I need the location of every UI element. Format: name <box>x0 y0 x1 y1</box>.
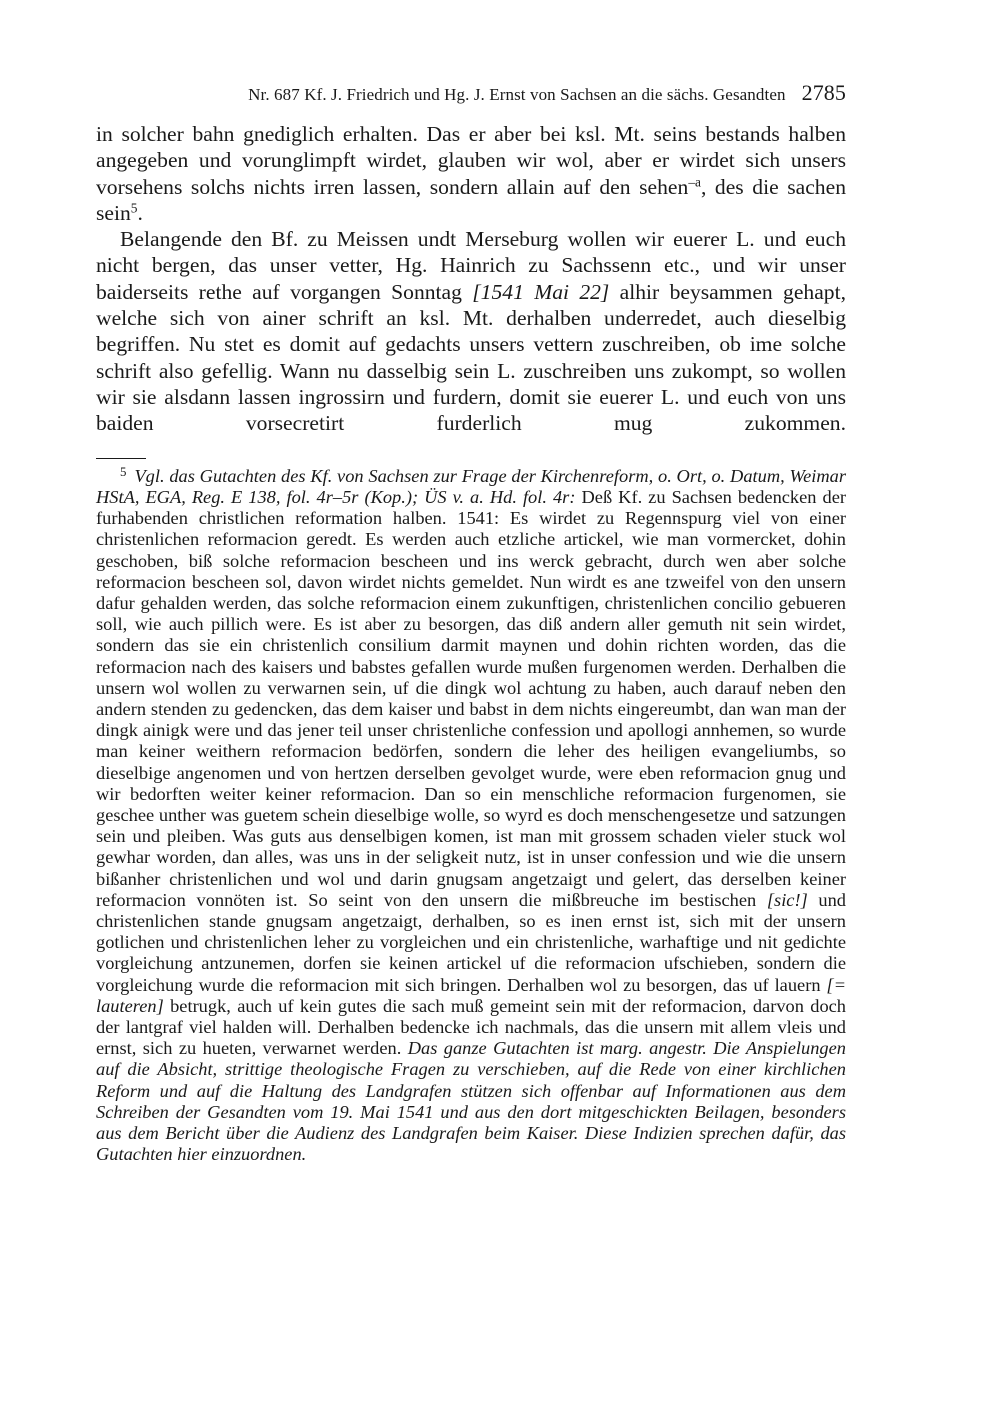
paragraph-1-end: . <box>137 200 143 225</box>
footnote-separator <box>96 458 146 459</box>
footnote-quoted-text-1: Deß Kf. zu Sachsen bedencken der furhabenden christlichen reformation halben. 1541: Es wirdet zu Regennspurg viel von einer christenlichen reformacion geredt. Es werden auch etzliche artickel, wie man vormercket, dohin geschoben, biß solche reformacion bescheen und ins werck gebracht, durch wen aber solche reformacion bescheen sol, davon wirdet nichts gemeldet. Nun wirdt es ane tzweifel von den unsern dafur gehalden werden, das solche reformacion einem zukunftigen, christenlichen concilio gebueren soll, wie auch pillich were. Es ist aber zu besorgen, das diß andern aller gemuth nit sein wirdet, sondern das sie ein christenlich consilium darmit maynen und dohin richten worden, das die reformacion nach des kaisers und babstes gefallen wurde mußen furgenomen werden. Derhalben die unsern wol wollen zu verwarnen sein, uf die dingk wol achtung zu haben, auch darauf neben den andern stenden zu gedencken, das dem kaiser und babst in dem nichts eingereumbt, dan wan man der dingk ainigk were und das jener teil unser christenliche confession und apollogi annhemen, so wurde man keiner weithern reformacion bedörfen, sondern die leher des heiligen evangeliumbs, so dieselbige angenomen und von hertzen derselben gevolget wurde, were eben reformacion gnug und wir bedorften weiter keiner reformacion. Dan so ein menschliche reformacion furgenomen, sie geschee unther was guetem schein dieselbige wolle, so wyrd es doch menschengesetze und satzungen sein und pleiben. Was guts aus denselbigen komen, ist man mit grossem schaden vieler stuck wol gewhar worden, dan alles, was uns in der seligkeit nutz, ist in unser confession und wie die unsern bißanher christenlichen und wol und darin gnugsam angetzaigt und gelert, das derselben keiner reformacion vonnöten ist. So seint von den unsern die mißbreuche im bestischen <box>96 486 846 910</box>
paragraph-1-text-after: , des die sachen sein <box>96 174 846 225</box>
main-text <box>96 121 846 437</box>
page-number: 2785 <box>801 80 846 105</box>
editorial-sic-note: [sic!] <box>766 889 808 910</box>
paragraph-1-text: in solcher bahn gnediglich erhalten. Das er aber bei ksl. Mt. seins bestands halben angegeben und vorunglimpft wirdet, glauben wir wol, aber er wirdet sich unsers vorsehens solchs nichts irren lassen, sondern allain auf den sehen <box>96 122 846 199</box>
paragraph-1 <box>96 121 846 226</box>
running-header <box>158 80 846 106</box>
paragraph-2-text-before: Belangende den Bf. zu Meissen undt Merseburg wollen wir euerer L. und euch nicht bergen, das unser vetter, Hg. Hainrich zu Sachssenn etc., und wir unser baiderseits rethe auf vorgangen Sonntag <box>96 227 846 304</box>
editorial-date-note: [1541 Mai 22] <box>472 279 610 304</box>
footnote-quoted-text-2: und christenlichen stande gnugsam angetzaigt, derhalben, so es inen ernst ist, sich mit der unsern gotlichen und christenlichen leher zu vorgleichen und ein christenliche, warhaftige und nit gedichte vorgleichung antzunemen, dorfen sie keinen artickel uf die reformacion ufschieben, sondern die vorgleichung wurde die reformacion mit sich bringen. Derhalben wol zu besorgen, das uf lauern <box>96 889 846 995</box>
paragraph-2 <box>96 226 846 436</box>
running-title: Nr. 687 Kf. J. Friedrich und Hg. J. Ernst von Sachsen an die sächs. Gesandten <box>248 85 786 104</box>
footnote-reference[interactable]: 5 <box>130 200 138 216</box>
footnote-5 <box>96 462 846 1165</box>
textual-note-marker: –a <box>688 174 701 190</box>
footnote-editorial-commentary: Das ganze Gutachten ist marg. angestr. Die Anspielungen auf die Absicht, strittige theologische Fragen zu verschieben, auf die Rede von einer kirchlichen Reform und auf die Haltung des Landgrafen stützen sich offenbar auf Informationen aus dem Schreiben der Gesandten vom 19. Mai 1541 und aus den dort mitgeschickten Beilagen, besonders aus dem Bericht über die Audienz des Landgrafen beim Kaiser. Diese Indizien sprechen dafür, das Gutachten hier einzuordnen. <box>96 1038 846 1165</box>
paragraph-2-text-after: alhir beysammen gehapt, welche sich von ainer schrift an ksl. Mt. derhalben underredet, auch dieselbig begriffen. Nu stet es domit auf gedachts unsers vettern zuschreiben, ob ime solche schrift also gefellig. Wann nu dasselbig sein L. zuschreiben uns zukompt, so wollen wir sie alsdann lassen ingrossirn und furdern, domit sie euerer L. und euch von uns baiden vorsecretirt furderlich mug zukommen. <box>96 279 846 436</box>
footnote-source-citation: Vgl. das Gutachten des Kf. von Sachsen zur Frage der Kirchenreform, o. Ort, o. Datum, Weimar HStA, EGA, Reg. E 138, fol. 4r–5r (Kop.); ÜS v. a. Hd. fol. 4r: <box>96 465 846 507</box>
footnote-quoted-text-3: betrugk, auch uf kein gutes die sach muß gemeint sein mit der reformacion, darvon doch der lantgraf viel halden will. Derhalben bedencke ich nachmals, das die unsern mit allem vleis und ernst, sich zu hueten, verwarnet werden. <box>96 995 846 1059</box>
editorial-gloss-note: [= lauteren] <box>96 974 846 1016</box>
footnote-number: 5 <box>120 465 127 479</box>
